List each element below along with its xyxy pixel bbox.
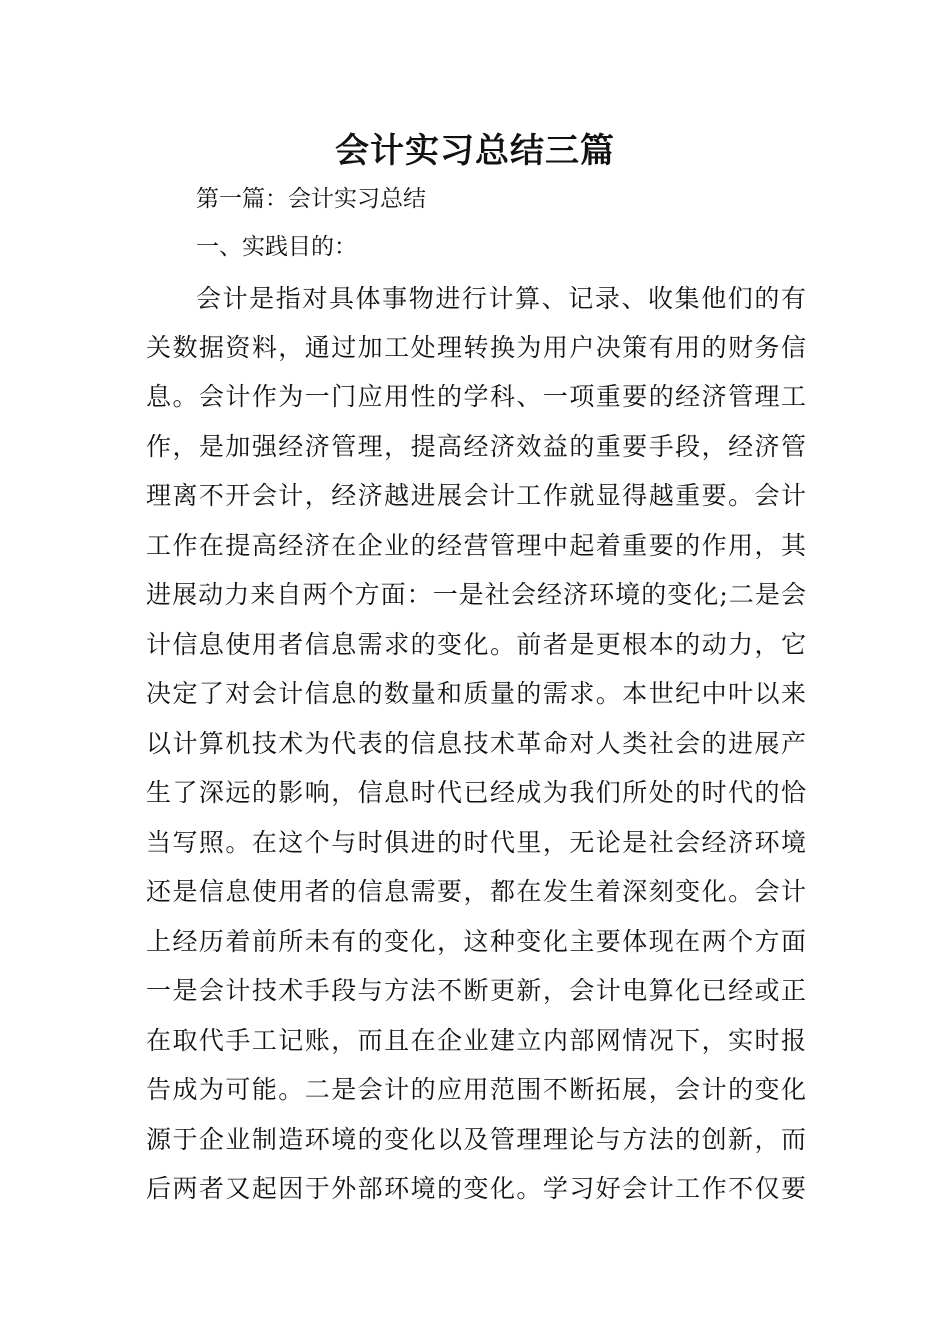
paragraph-line: 源于企业制造环境的变化以及管理理论与方法的创新，而	[146, 1125, 806, 1154]
paragraph-line: 告成为可能。二是会计的应用范围不断拓展，会计的变化	[146, 1075, 806, 1104]
paragraph-line: 当写照。在这个与时俱进的时代里，无论是社会经济环境	[146, 828, 806, 857]
paragraph-line: 一是会计技术手段与方法不断更新，会计电算化已经或正	[146, 976, 806, 1005]
paragraph-line: 关数据资料，通过加工处理转换为用户决策有用的财务信	[146, 333, 806, 362]
paragraph-line: 息。会计作为一门应用性的学科、一项重要的经济管理工	[146, 382, 806, 411]
subsection-heading: 一、实践目的：	[196, 234, 357, 260]
paragraph-line: 生了深远的影响，信息时代已经成为我们所处的时代的恰	[146, 778, 806, 807]
paragraph-line: 理离不开会计，经济越进展会计工作就显得越重要。会计	[146, 481, 806, 510]
paragraph-line: 计信息使用者信息需求的变化。前者是更根本的动力，它	[146, 630, 806, 659]
document-title: 会计实习总结三篇	[335, 131, 615, 171]
paragraph-line: 进展动力来自两个方面：一是社会经济环境的变化;二是会	[146, 580, 806, 609]
paragraph-line: 决定了对会计信息的数量和质量的需求。本世纪中叶以来	[146, 679, 806, 708]
paragraph-line: 后两者又起因于外部环境的变化。学习好会计工作不仅要	[146, 1174, 806, 1203]
paragraph-line: 会计是指对具体事物进行计算、记录、收集他们的有	[196, 284, 806, 313]
paragraph-line: 以计算机技术为代表的信息技术革命对人类社会的进展产	[146, 729, 806, 758]
paragraph-line: 工作在提高经济在企业的经营管理中起着重要的作用，其	[146, 531, 806, 560]
paragraph-line: 上经历着前所未有的变化，这种变化主要体现在两个方面	[146, 927, 806, 956]
paragraph-line: 还是信息使用者的信息需要，都在发生着深刻变化。会计	[146, 877, 806, 906]
paragraph-line: 在取代手工记账，而且在企业建立内部网情况下，实时报	[146, 1026, 806, 1055]
paragraph-line: 作，是加强经济管理，提高经济效益的重要手段，经济管	[146, 432, 806, 461]
section-heading: 第一篇：会计实习总结	[196, 186, 426, 212]
